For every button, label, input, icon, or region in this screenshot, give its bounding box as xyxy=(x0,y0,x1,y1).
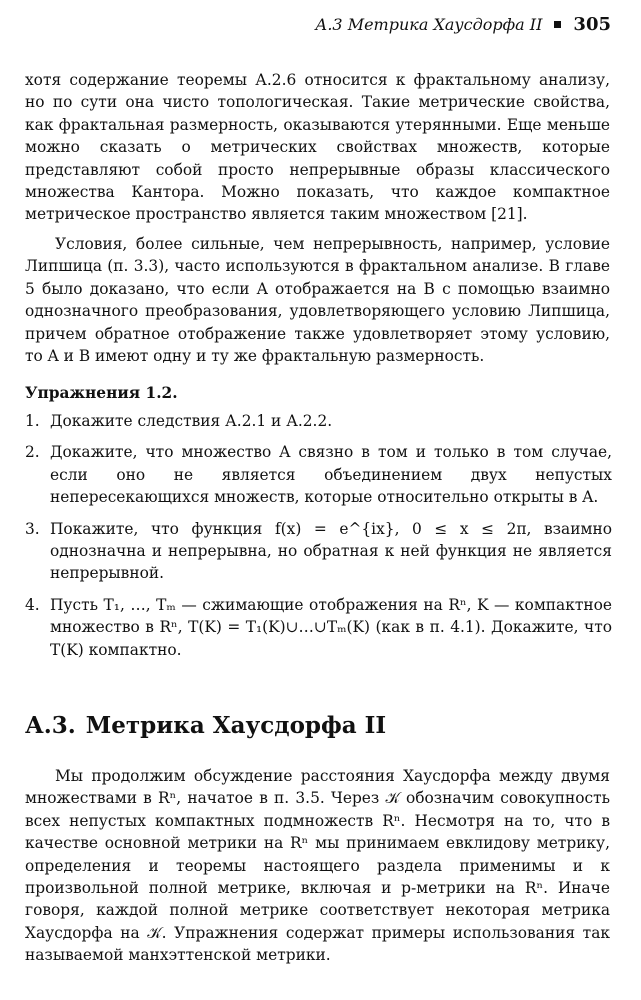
exercise-text: Пусть T₁, …, Tₘ — сжимающие отображения на Rⁿ, K — компактное множество в Rⁿ, T(K) = T₁(K)∪…∪Tₘ(K) (как в п. 4.1). Докажите, что T(K) компактно. xyxy=(50,595,612,659)
exercise-text: Докажите, что множество A связно в том и только в том случае, если оно не является объединением двух непустых непересекающихся множеств, которые относительно открыты в A. xyxy=(50,443,612,507)
page-number: 305 xyxy=(573,14,611,35)
exercise-item xyxy=(25,410,612,432)
exercise-item xyxy=(25,441,612,508)
section-heading xyxy=(25,712,386,739)
exercise-text: Покажите, что функция f(x) = e^{ix}, 0 ≤ x ≤ 2π, взаимно однозначна и непрерывна, но обратная к ней функция не является непрерывной. xyxy=(50,519,612,583)
exercises-title: Упражнения 1.2. xyxy=(25,384,178,402)
exercise-text: Докажите следствия А.2.1 и А.2.2. xyxy=(50,412,333,430)
exercise-item xyxy=(25,594,612,661)
section-number: А.3. xyxy=(25,712,76,739)
exercise-item xyxy=(25,518,612,585)
running-header xyxy=(315,14,611,35)
exercise-number: 3. xyxy=(25,519,40,538)
paragraph-1: хотя содержание теоремы А.2.6 относится к фрактальному анализу, но по сути она чисто топологическая. Такие метрические свойства, как фрактальная размерность, оказываются утерянными. Еще меньше можно сказать о метрических свойствах множеств, которые представляют собой просто непрерывные образы классического множества Кантора. Можно показать, что каждое компактное метрическое пространство является таким множеством [21]. xyxy=(25,71,610,224)
exercise-list xyxy=(25,410,612,670)
section-paragraph: Мы продолжим обсуждение расстояния Хаусдорфа между двумя множествами в Rⁿ, начатое в п. 3.5. Через 𝒦 обозначим совокупность всех непустых компактных подмножеств Rⁿ. Несмотря на то, что в качестве основной метрики на Rⁿ мы принимаем евклидову метрику, определения и теоремы настоящего раздела применимы и к произвольной полной метрике, включая и p-метрики на Rⁿ. Иначе говоря, каждой полной метрике соответствует некоторая метрика Хаусдорфа на 𝒦. Упражнения содержат примеры использования так называемой манхэттенской метрики. xyxy=(25,767,610,965)
section-title: Метрика Хаусдорфа II xyxy=(85,712,387,739)
header-separator-square xyxy=(554,21,561,28)
exercise-number: 4. xyxy=(25,595,40,614)
running-title: А.3 Метрика Хаусдорфа II xyxy=(315,15,543,34)
paragraph-2: Условия, более сильные, чем непрерывность, например, условие Липшица (п. 3.3), часто используются в фрактальном анализе. В главе 5 было доказано, что если A отображается на B с помощью взаимно однозначного преобразования, удовлетворяющего условию Липшица, причем обратное отображение также удовлетворяет этому условию, то A и B имеют одну и ту же фрактальную размерность. xyxy=(25,235,610,366)
exercise-number: 2. xyxy=(25,443,40,462)
exercise-number: 1. xyxy=(25,412,40,430)
